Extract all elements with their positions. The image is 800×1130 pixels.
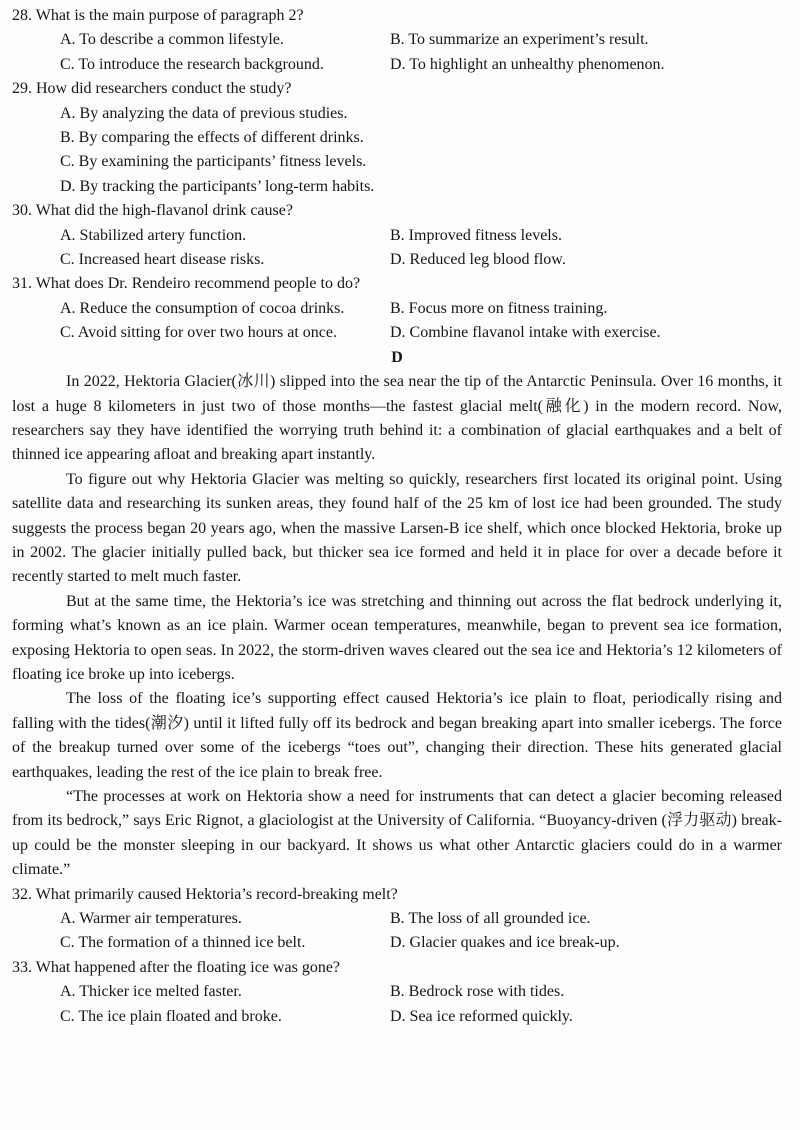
- question-stem: 30. What did the high-flavanol drink cause?: [12, 202, 293, 220]
- section-heading: D: [391, 348, 403, 366]
- option-c: C. Increased heart disease risks.: [60, 251, 265, 269]
- option-b: B. The loss of all grounded ice.: [390, 910, 591, 928]
- reading-passage: [12, 370, 782, 883]
- option-b: B. By comparing the effects of different drinks.: [60, 129, 364, 147]
- question-stem: 28. What is the main purpose of paragraph 2?: [12, 7, 304, 24]
- option-a: A. Warmer air temperatures.: [60, 910, 242, 928]
- question-30: [12, 199, 782, 272]
- option-c: C. The ice plain floated and broke.: [60, 1007, 282, 1025]
- question-29: [12, 77, 782, 199]
- option-d: D. Combine flavanol intake with exercise.: [390, 324, 661, 342]
- option-b: B. Bedrock rose with tides.: [390, 983, 565, 1001]
- question-33: [12, 956, 782, 1029]
- option-c: C. The formation of a thinned ice belt.: [60, 934, 306, 952]
- passage-paragraph-5: “The processes at work on Hektoria show a need for instruments that can detect a glacier becoming released from its bedrock,” says Eric Rignot, a glaciologist at the University of California. “Buoyancy-driven (浮力驱动) break-up could be the monster sleeping in our backyard. It shows us what other Antarctic glaciers could do in a warmer climate.”: [12, 788, 782, 879]
- option-d: D. Reduced leg blood flow.: [390, 251, 566, 269]
- option-a: A. To describe a common lifestyle.: [60, 31, 284, 49]
- question-28: [12, 4, 782, 77]
- option-a: A. Reduce the consumption of cocoa drinks.: [60, 299, 345, 317]
- passage-paragraph-3: But at the same time, the Hektoria’s ice was stretching and thinning out across the flat bedrock underlying it, forming what’s known as an ice plain. Warmer ocean temperatures, meanwhile, began to prevent sea ice formation, exposing Hektoria to open seas. In 2022, the storm-driven waves cleared out the sea ice and Hektoria’s 12 kilometers of floating ice broke up into icebergs.: [12, 592, 782, 683]
- option-c: C. By examining the participants’ fitness levels.: [60, 153, 367, 171]
- option-b: B. Improved fitness levels.: [390, 226, 562, 244]
- option-a: A. By analyzing the data of previous studies.: [60, 104, 348, 122]
- question-stem: 33. What happened after the floating ice was gone?: [12, 958, 341, 976]
- option-c: C. Avoid sitting for over two hours at once.: [60, 324, 337, 342]
- option-d: D. To highlight an unhealthy phenomenon.: [390, 55, 665, 73]
- option-b: B. Focus more on fitness training.: [390, 299, 608, 317]
- option-a: A. Thicker ice melted faster.: [60, 983, 242, 1001]
- question-32: [12, 883, 782, 956]
- option-d: D. Glacier quakes and ice break-up.: [390, 934, 620, 952]
- passage-paragraph-4: The loss of the floating ice’s supporting effect caused Hektoria’s ice plain to float, periodically rising and falling with the tides(潮汐) until it lifted fully off its bedrock and began breaking apart into smaller icebergs. The force of the breakup turned over some of the icebergs “toes out”, changing their direction. These hits generated glacial earthquakes, leading the rest of the ice plain to break free.: [12, 690, 782, 781]
- question-stem: 31. What does Dr. Rendeiro recommend people to do?: [12, 275, 361, 293]
- option-b: B. To summarize an experiment’s result.: [390, 31, 649, 49]
- question-stem: 32. What primarily caused Hektoria’s record-breaking melt?: [12, 885, 398, 903]
- option-d: D. Sea ice reformed quickly.: [390, 1007, 573, 1025]
- question-31: [12, 272, 782, 345]
- passage-paragraph-2: To figure out why Hektoria Glacier was melting so quickly, researchers first located its original point. Using satellite data and researching its sunken areas, they found half of the 25 km of lost ice had been grounded. The study suggests the process began 20 years ago, when the massive Larsen-B ice shelf, which once blocked Hektoria, broke up in 2002. The glacier initially pulled back, but thicker sea ice formed and held it in place for over a decade before it recently started to melt much faster.: [12, 470, 782, 586]
- option-d: D. By tracking the participants’ long-term habits.: [60, 177, 375, 195]
- question-stem: 29. How did researchers conduct the study?: [12, 80, 292, 98]
- option-c: C. To introduce the research background.: [60, 55, 324, 73]
- passage-paragraph-1: In 2022, Hektoria Glacier(冰川) slipped into the sea near the tip of the Antarctic Peninsula. Over 16 months, it lost a huge 8 kilometers in just two of those months—the fastest glacial melt(融化) in the modern record. Now, researchers say they have identified the worrying truth behind it: a combination of glacial earthquakes and a belt of thinned ice appearing afloat and breaking apart instantly.: [12, 373, 782, 464]
- option-a: A. Stabilized artery function.: [60, 226, 247, 244]
